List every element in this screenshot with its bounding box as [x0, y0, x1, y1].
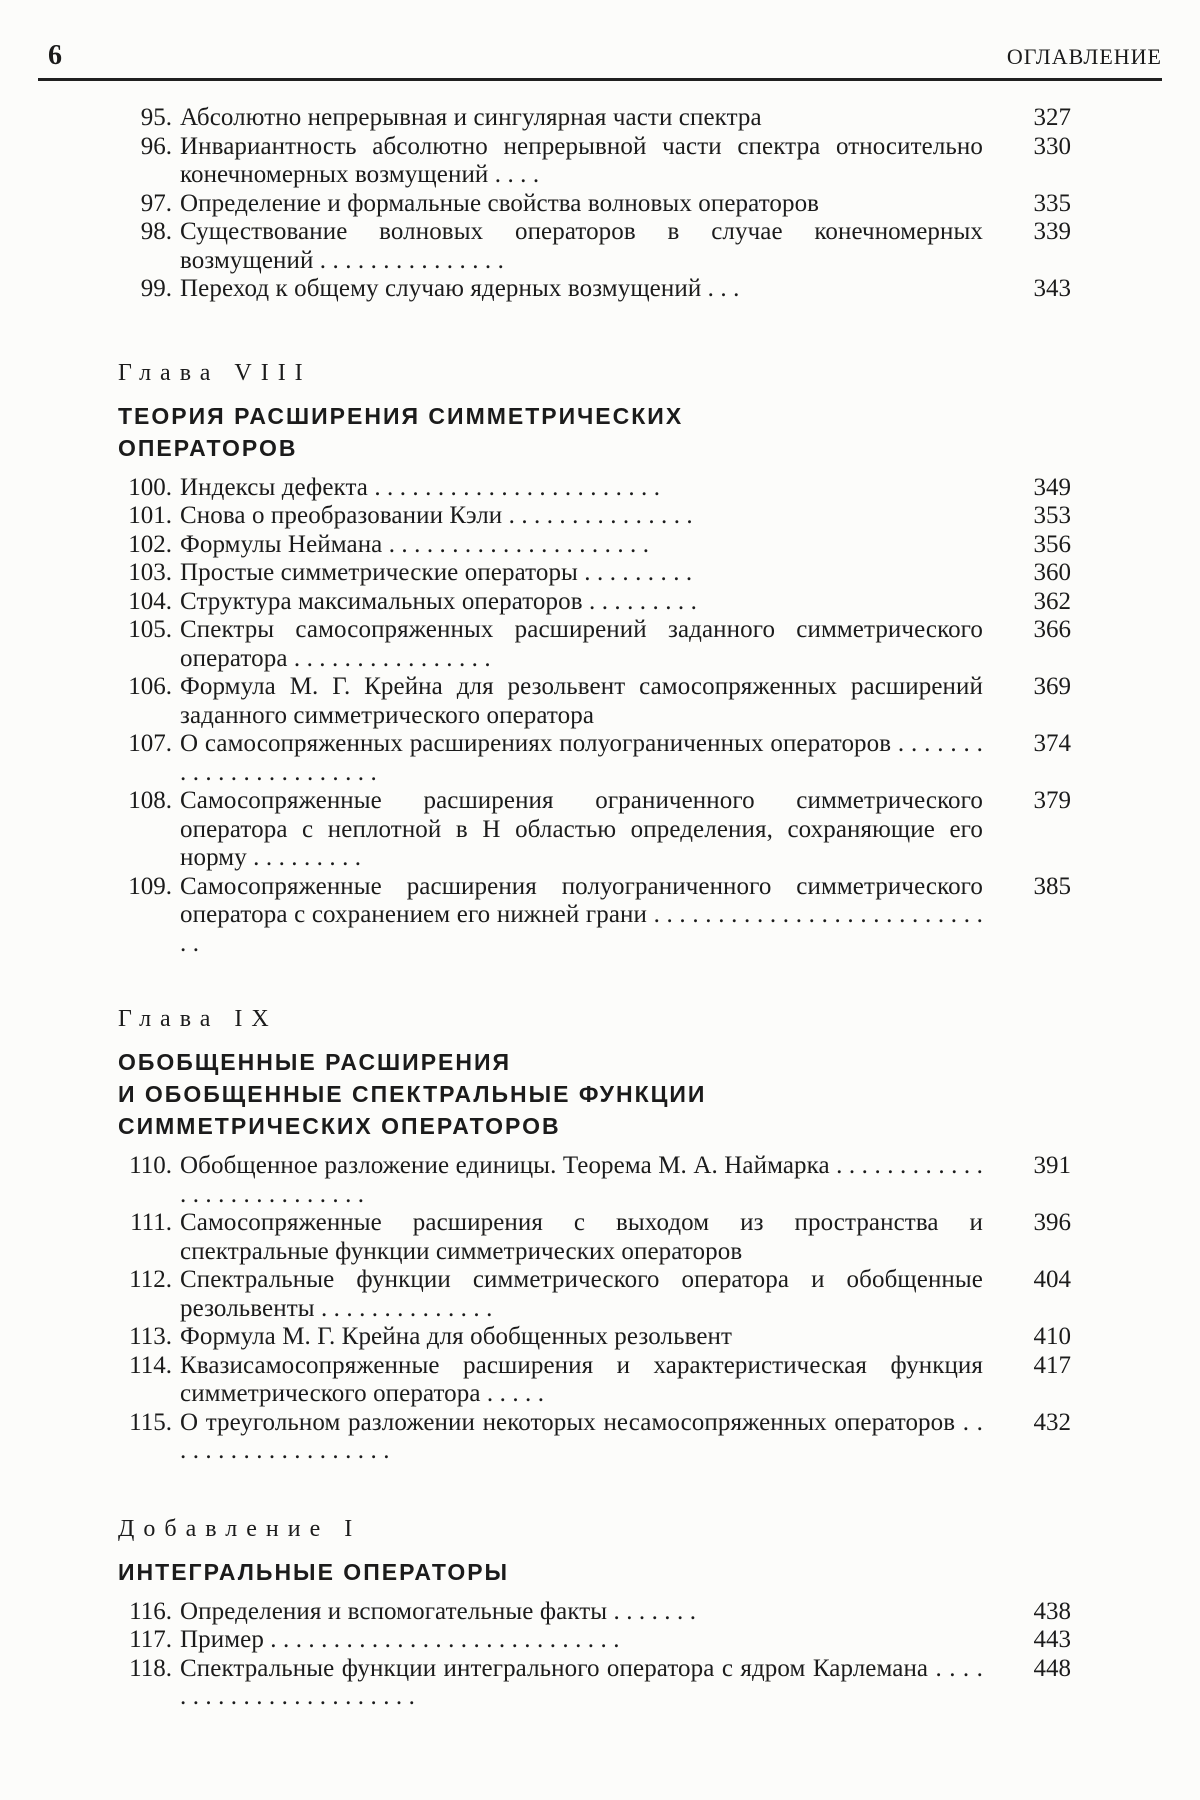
toc-entry-110	[118, 1152, 1078, 1209]
chapter-entry-list	[118, 474, 1078, 959]
toc-entry-108	[118, 787, 1078, 873]
entry-page: 396	[1033, 1209, 1071, 1236]
toc-entry-116	[118, 1598, 1078, 1627]
page-header	[38, 40, 1162, 80]
chapter-entry-list	[118, 1152, 1078, 1466]
entry-page: 356	[1033, 530, 1071, 558]
toc-entry-113	[118, 1323, 1078, 1352]
toc-entry-118	[118, 1655, 1078, 1712]
toc-entry-106	[118, 673, 1078, 730]
entry-page: 432	[1033, 1408, 1071, 1436]
chapter-label: Глава VIII	[118, 359, 312, 386]
entry-title: Индексы дефекта . . . . . . . . . . . . . . . . . . . . . . .	[180, 473, 661, 501]
top-entry-list	[118, 104, 1078, 304]
entry-title: О треугольном разложении некоторых несамосопряженных операторов . . . . . . . . . . . . . . . . . . .	[180, 1408, 983, 1464]
entry-title: Спектральные функции интегрального оператора с ядром Карлемана . . . . . . . . . . . . . . . . . . . . . . .	[180, 1654, 983, 1710]
entry-title: Формула М. Г. Крейна для резольвент самосопряженных расширений заданного симметрического оператора	[180, 673, 983, 729]
entry-title: Пример . . . . . . . . . . . . . . . . . . . . . . . . . . . .	[180, 1626, 620, 1653]
entry-number: 106.	[128, 673, 172, 700]
entry-page: 443	[1033, 1626, 1071, 1653]
entry-title: Простые симметрические операторы . . . . . . . . .	[180, 559, 693, 586]
running-title: ОГЛАВЛЕНИЕ	[1006, 44, 1162, 69]
entry-page: 385	[1033, 872, 1071, 900]
toc-entry-114	[118, 1352, 1078, 1409]
entry-title: Спектры самосопряженных расширений заданного симметрического оператора . . . . . . . . . . . . . . . .	[180, 616, 983, 672]
entry-number: 112.	[129, 1266, 172, 1293]
entry-title: Абсолютно непрерывная и сингулярная части спектра	[180, 104, 762, 131]
toc-entry-103	[118, 559, 1078, 588]
page-number: 6	[48, 40, 62, 71]
entry-page: 330	[1033, 132, 1071, 160]
toc-entry-101	[118, 502, 1078, 531]
entry-number: 107.	[128, 730, 172, 757]
entry-page: 374	[1033, 730, 1071, 757]
entry-number: 104.	[128, 587, 172, 615]
toc-entry-98	[118, 218, 1078, 275]
entry-page: 360	[1033, 559, 1071, 586]
entry-page: 391	[1033, 1152, 1071, 1179]
toc-entry-117	[118, 1626, 1078, 1655]
entry-title: Существование волновых операторов в случае конечномерных возмущений . . . . . . . . . . . . . . .	[180, 218, 983, 274]
entry-title: Переход к общему случаю ядерных возмущений . . .	[180, 275, 740, 302]
entry-title: Формула М. Г. Крейна для обобщенных резольвент	[180, 1323, 733, 1350]
entry-title: Обобщенное разложение единицы. Теорема М. А. Наймарка . . . . . . . . . . . . . . . . . . . . . . . . . . .	[180, 1152, 983, 1208]
entry-title: Снова о преобразовании Кэли . . . . . . . . . . . . . . .	[180, 502, 693, 529]
chapter-section-ix	[118, 1002, 1078, 1466]
entry-page: 327	[1033, 104, 1071, 131]
entry-page: 410	[1033, 1323, 1071, 1350]
entry-page: 417	[1033, 1351, 1071, 1379]
entry-number: 101.	[128, 502, 172, 529]
entry-number: 111.	[130, 1209, 172, 1236]
entry-title: Самосопряженные расширения полуограниченного симметрического оператора с сохранением его нижней грани . . . . . . . . . . . . . . . . . . . . . . . . . . . .	[180, 872, 983, 957]
entry-number: 95.	[140, 104, 172, 131]
toc-entry-109	[118, 873, 1078, 959]
entry-title: Определение и формальные свойства волновых операторов	[180, 189, 820, 217]
entry-title: Инвариантность абсолютно непрерывной части спектра относительно конечномерных возмущений . . . .	[180, 132, 983, 188]
appendix-label: Добавление I	[118, 1515, 362, 1542]
entry-page: 339	[1033, 218, 1071, 245]
entry-page: 353	[1033, 502, 1071, 529]
chapter-section-viii	[118, 356, 1078, 959]
entry-page: 349	[1033, 473, 1071, 501]
chapter-title: ТЕОРИЯ РАСШИРЕНИЯ СИММЕТРИЧЕСКИХ ОПЕРАТОРОВ	[118, 402, 684, 461]
toc-entry-111	[118, 1209, 1078, 1266]
entry-title: Самосопряженные расширения с выходом из пространства и спектральные функции симметрических операторов	[180, 1209, 983, 1265]
toc-entry-97	[118, 190, 1078, 219]
entry-number: 97.	[140, 189, 172, 217]
toc-entry-99	[118, 275, 1078, 304]
entry-title: Самосопряженные расширения ограниченного симметрического оператора с неплотной в H областью определения, сохраняющие его норму . . . . . . . . .	[180, 787, 983, 871]
entry-number: 118.	[129, 1654, 172, 1682]
entry-number: 103.	[128, 559, 172, 586]
toc-entry-115	[118, 1409, 1078, 1466]
toc-entry-112	[118, 1266, 1078, 1323]
entry-number: 113.	[129, 1323, 172, 1350]
entry-page: 335	[1033, 189, 1071, 217]
toc-entry-96	[118, 133, 1078, 190]
toc-entry-95	[118, 104, 1078, 133]
entry-title: Структура максимальных операторов . . . . . . . . .	[180, 587, 697, 615]
entry-title: Формулы Неймана . . . . . . . . . . . . . . . . . . . . .	[180, 530, 650, 558]
entry-number: 117.	[129, 1626, 172, 1653]
appendix-section-i	[118, 1512, 1078, 1712]
chapter-label: Глава IX	[118, 1006, 278, 1032]
entry-number: 115.	[129, 1408, 172, 1436]
entry-page: 366	[1033, 616, 1071, 643]
entry-title: Квазисамосопряженные расширения и характеристическая функция симметрического оператора . . . . .	[180, 1351, 983, 1407]
toc-entry-105	[118, 616, 1078, 673]
entry-page: 369	[1033, 673, 1071, 700]
entry-number: 105.	[128, 616, 172, 643]
entry-number: 109.	[128, 872, 172, 900]
entry-number: 110.	[129, 1152, 172, 1179]
entry-number: 108.	[128, 787, 172, 814]
entry-number: 102.	[128, 530, 172, 558]
toc-entry-107	[118, 730, 1078, 787]
entry-number: 116.	[129, 1597, 172, 1625]
entry-title: Определения и вспомогательные факты . . . . . . .	[180, 1597, 697, 1625]
appendix-entry-list	[118, 1598, 1078, 1712]
toc-entry-102	[118, 531, 1078, 560]
entry-title: О самосопряженных расширениях полуограниченных операторов . . . . . . . . . . . . . . . . . . . . . . .	[180, 730, 983, 786]
entry-title: Спектральные функции симметрического оператора и обобщенные резольвенты . . . . . . . . . . . . . .	[180, 1266, 983, 1322]
entry-number: 100.	[128, 473, 172, 501]
entry-number: 96.	[140, 132, 172, 160]
entry-page: 448	[1033, 1654, 1071, 1682]
entry-page: 362	[1033, 587, 1071, 615]
entry-number: 98.	[140, 218, 172, 245]
entry-number: 114.	[129, 1351, 172, 1379]
entry-page: 438	[1033, 1597, 1071, 1625]
entry-page: 343	[1033, 275, 1071, 302]
entry-number: 99.	[140, 275, 172, 302]
header-rule	[38, 78, 1162, 81]
chapter-title: ОБОБЩЕННЫЕ РАСШИРЕНИЯ И ОБОБЩЕННЫЕ СПЕКТРАЛЬНЫЕ ФУНКЦИИ СИММЕТРИЧЕСКИХ ОПЕРАТОРОВ	[118, 1049, 707, 1139]
entry-page: 379	[1033, 787, 1071, 814]
table-of-contents	[118, 104, 1078, 1712]
toc-entry-104	[118, 588, 1078, 617]
appendix-title: ИНТЕГРАЛЬНЫЕ ОПЕРАТОРЫ	[118, 1558, 510, 1585]
entry-page: 404	[1033, 1266, 1071, 1293]
toc-entry-100	[118, 474, 1078, 503]
